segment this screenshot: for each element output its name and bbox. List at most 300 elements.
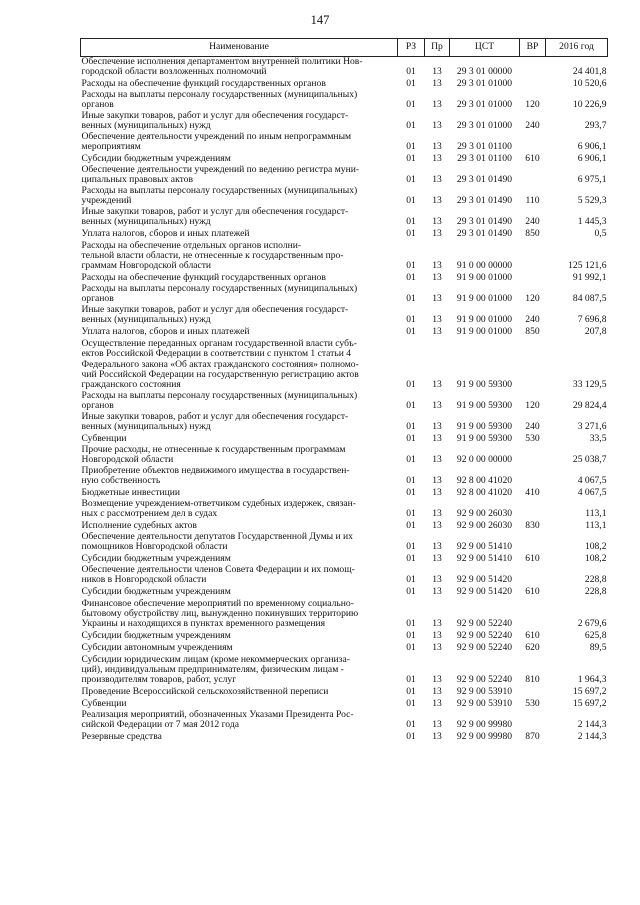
row-pr: 13 xyxy=(432,314,442,326)
budget-table xyxy=(80,38,608,743)
table-row xyxy=(81,132,608,153)
row-sum: 25 038,7 xyxy=(572,454,607,466)
row-vr: 530 xyxy=(525,698,540,710)
row-sum: 4 067,5 xyxy=(577,475,607,487)
row-vr xyxy=(520,78,546,90)
row-vr xyxy=(520,445,546,466)
row-pr: 13 xyxy=(432,153,442,165)
row-name-line: Резервные средства xyxy=(81,731,162,743)
row-cst: 91 9 00 01000 xyxy=(456,314,513,326)
row-rz: 01 xyxy=(406,475,416,487)
row-vr: 610 xyxy=(525,630,540,642)
row-name xyxy=(81,445,398,466)
row-sum: 108,2 xyxy=(584,541,607,553)
table-row xyxy=(81,553,608,565)
row-sum: 293,7 xyxy=(584,120,607,132)
row-cst: 92 9 00 51420 xyxy=(456,586,513,598)
row-name-line: Обеспечение деятельности членов Совета Федерации и их помощ- xyxy=(81,564,355,575)
row-rz: 01 xyxy=(406,153,416,165)
row-sum: 6 906,1 xyxy=(577,141,607,153)
row-name-line: мероприятиям xyxy=(81,141,141,153)
row-vr xyxy=(520,499,546,520)
table-row xyxy=(81,284,608,305)
row-vr: 240 xyxy=(525,314,540,326)
row-vr: 850 xyxy=(525,326,540,338)
row-vr: 830 xyxy=(525,520,540,532)
row-cst: 29 3 01 01490 xyxy=(456,228,513,240)
row-name-line: Осуществление переданных органам государственной власти субъ- xyxy=(81,338,357,350)
table-row xyxy=(81,207,608,228)
row-name xyxy=(81,165,398,186)
row-name xyxy=(81,57,398,78)
row-rz: 01 xyxy=(406,326,416,338)
row-sum: 113,1 xyxy=(585,508,607,520)
row-name xyxy=(81,132,398,153)
row-pr: 13 xyxy=(432,630,442,642)
row-vr: 110 xyxy=(525,195,540,207)
row-vr xyxy=(520,57,546,78)
row-name-line: Уплата налогов, сборов и иных платежей xyxy=(81,326,250,338)
row-cst: 92 0 00 00000 xyxy=(456,454,513,466)
row-name xyxy=(81,642,398,654)
header-pr: Пр xyxy=(425,39,450,57)
row-rz: 01 xyxy=(406,120,416,132)
row-name-line: городской области возложенных полномочий xyxy=(81,66,267,78)
row-vr xyxy=(520,165,546,186)
row-name-line: ций), индивидуальным предпринимателям, физическим лицам - xyxy=(81,664,344,675)
header-row xyxy=(81,39,608,57)
table-row xyxy=(81,326,608,338)
row-name-line: Иные закупки товаров, работ и услуг для обеспечения государст- xyxy=(81,304,349,315)
row-name-line: венных (муниципальных) нужд xyxy=(81,421,211,433)
table-row xyxy=(81,412,608,433)
row-sum: 2 144,3 xyxy=(577,731,607,743)
row-pr: 13 xyxy=(432,520,442,532)
row-sum: 1 445,3 xyxy=(577,216,607,228)
row-pr: 13 xyxy=(432,642,442,654)
table-row xyxy=(81,305,608,326)
row-rz: 01 xyxy=(406,421,416,433)
row-sum: 89,5 xyxy=(589,642,607,654)
page-number: 147 xyxy=(310,13,330,27)
row-name xyxy=(81,78,398,90)
table-row xyxy=(81,445,608,466)
row-name-line: Уплата налогов, сборов и иных платежей xyxy=(81,228,250,240)
row-rz: 01 xyxy=(406,260,416,272)
row-name-line: Расходы на выплаты персоналу государственных (муниципальных) xyxy=(81,283,358,294)
row-cst: 92 9 00 26030 xyxy=(456,520,513,532)
row-pr: 13 xyxy=(432,731,442,743)
row-pr: 13 xyxy=(432,66,442,78)
row-name-line: Возмещение учреждением-ответчиком судебных издержек, связан- xyxy=(81,498,356,509)
row-vr: 530 xyxy=(525,433,540,445)
row-sum: 6 906,1 xyxy=(577,153,607,165)
row-name-line: сийской Федерации от 7 мая 2012 года xyxy=(81,719,239,731)
row-sum: 625,8 xyxy=(584,630,607,642)
row-vr: 870 xyxy=(525,731,540,743)
row-pr: 13 xyxy=(432,433,442,445)
header-vr: ВР xyxy=(520,39,546,57)
table-row xyxy=(81,642,608,654)
row-name-line: Расходы на выплаты персоналу государственных (муниципальных) xyxy=(81,89,358,100)
row-name xyxy=(81,598,398,630)
row-name-line: Исполнение судебных актов xyxy=(81,520,197,532)
row-name-line: Финансовое обеспечение мероприятий по временному социально- xyxy=(81,597,354,609)
row-pr: 13 xyxy=(432,216,442,228)
row-pr: 13 xyxy=(432,379,442,391)
row-cst: 92 9 00 52240 xyxy=(456,618,513,630)
table-row xyxy=(81,499,608,520)
row-name-line: органов xyxy=(81,99,114,111)
header-cst: ЦСТ xyxy=(450,39,520,57)
table-row xyxy=(81,338,608,391)
row-rz: 01 xyxy=(406,195,416,207)
row-cst: 92 9 00 99980 xyxy=(456,731,513,743)
row-cst: 92 8 00 41020 xyxy=(456,475,513,487)
row-vr: 120 xyxy=(525,293,540,305)
row-vr xyxy=(520,272,546,284)
row-sum: 10 226,9 xyxy=(572,99,607,111)
row-name-line: Проведение Всероссийской сельскохозяйственной переписи xyxy=(81,686,329,698)
row-rz: 01 xyxy=(406,686,416,698)
table-row xyxy=(81,57,608,78)
row-pr: 13 xyxy=(432,421,442,433)
row-pr: 13 xyxy=(432,174,442,186)
row-name-line: органов xyxy=(81,400,114,412)
row-cst: 92 9 00 51410 xyxy=(456,553,513,565)
row-sum: 4 067,5 xyxy=(577,487,607,499)
table-row xyxy=(81,111,608,132)
header-name: Наименование xyxy=(81,39,398,57)
table-row xyxy=(81,520,608,532)
row-vr xyxy=(520,240,546,272)
row-cst: 92 8 00 41020 xyxy=(456,487,513,499)
table-row xyxy=(81,586,608,598)
row-name-line: Субвенции xyxy=(81,698,127,710)
row-name-line: ных с рассмотрением дел в судах xyxy=(81,508,218,520)
row-cst: 91 9 00 59300 xyxy=(456,379,513,391)
row-name-line: Федерального закона «Об актах гражданского состояния» полномо- xyxy=(81,358,359,370)
row-name-line: бытовому обустройству лиц, вынужденно покинувших территорию xyxy=(81,608,359,619)
table-row xyxy=(81,391,608,412)
row-name xyxy=(81,654,398,686)
table-row xyxy=(81,228,608,240)
row-sum: 24 401,8 xyxy=(572,66,607,78)
row-vr xyxy=(520,466,546,487)
row-sum: 7 696,8 xyxy=(577,314,607,326)
row-name-line: чий Российской Федерации на государственную регистрацию актов xyxy=(81,369,359,380)
row-sum: 84 087,5 xyxy=(572,293,607,305)
row-rz: 01 xyxy=(406,719,416,731)
row-vr: 240 xyxy=(525,216,540,228)
row-cst: 91 9 00 59300 xyxy=(456,433,513,445)
row-pr: 13 xyxy=(432,487,442,499)
row-rz: 01 xyxy=(406,272,416,284)
row-rz: 01 xyxy=(406,400,416,412)
row-cst: 92 9 00 99980 xyxy=(456,719,513,731)
row-pr: 13 xyxy=(432,475,442,487)
row-rz: 01 xyxy=(406,454,416,466)
row-sum: 228,8 xyxy=(584,586,607,598)
table-row xyxy=(81,165,608,186)
row-cst: 29 3 01 01490 xyxy=(456,216,513,228)
row-name-line: венных (муниципальных) нужд xyxy=(81,216,211,228)
row-rz: 01 xyxy=(406,433,416,445)
row-name xyxy=(81,272,398,284)
row-rz: 01 xyxy=(406,293,416,305)
row-name-line: Иные закупки товаров, работ и услуг для обеспечения государст- xyxy=(81,206,349,217)
row-sum: 91 992,1 xyxy=(572,272,607,284)
row-name xyxy=(81,305,398,326)
table-row xyxy=(81,272,608,284)
row-rz: 01 xyxy=(406,630,416,642)
row-rz: 01 xyxy=(406,66,416,78)
row-vr: 410 xyxy=(525,487,540,499)
row-sum: 10 520,6 xyxy=(572,78,607,90)
row-cst: 91 9 00 01000 xyxy=(456,272,513,284)
row-cst: 29 3 01 01100 xyxy=(457,153,512,165)
row-vr xyxy=(520,532,546,553)
row-sum: 15 697,2 xyxy=(572,698,607,710)
row-name xyxy=(81,698,398,710)
row-pr: 13 xyxy=(432,686,442,698)
row-name-line: Обеспечение деятельности учреждений по иным непрограммным xyxy=(81,131,352,142)
row-name-line: помощников Новгородской области xyxy=(81,541,228,553)
row-sum: 29 824,4 xyxy=(572,400,607,412)
table-row xyxy=(81,433,608,445)
table-row xyxy=(81,598,608,630)
row-vr: 120 xyxy=(525,400,540,412)
row-name xyxy=(81,186,398,207)
row-sum: 113,1 xyxy=(585,520,607,532)
row-rz: 01 xyxy=(406,508,416,520)
row-pr: 13 xyxy=(432,674,442,686)
row-name-line: органов xyxy=(81,293,114,305)
row-pr: 13 xyxy=(432,541,442,553)
row-cst: 29 3 01 01490 xyxy=(456,174,513,186)
row-rz: 01 xyxy=(406,379,416,391)
row-name-line: Бюджетные инвестиции xyxy=(81,487,180,499)
table-row xyxy=(81,710,608,731)
row-name-line: ников в Новгородской области xyxy=(81,574,207,586)
table-row xyxy=(81,186,608,207)
row-sum: 33,5 xyxy=(589,433,607,445)
row-name-line: Субвенции xyxy=(81,433,127,445)
row-rz: 01 xyxy=(406,228,416,240)
row-pr: 13 xyxy=(432,719,442,731)
row-vr: 850 xyxy=(525,228,540,240)
row-rz: 01 xyxy=(406,698,416,710)
row-name-line: Расходы на выплаты персоналу государственных (муниципальных) xyxy=(81,185,358,196)
table-row xyxy=(81,654,608,686)
table-row xyxy=(81,90,608,111)
row-name xyxy=(81,487,398,499)
row-cst: 29 3 01 01100 xyxy=(457,141,512,153)
row-rz: 01 xyxy=(406,574,416,586)
row-name-line: Субсидии бюджетным учреждениям xyxy=(81,553,231,565)
row-rz: 01 xyxy=(406,314,416,326)
row-vr xyxy=(520,710,546,731)
row-name-line: гражданского состояния xyxy=(81,379,181,391)
row-sum: 207,8 xyxy=(584,326,607,338)
row-sum: 6 975,1 xyxy=(577,174,607,186)
row-sum: 228,8 xyxy=(584,574,607,586)
row-pr: 13 xyxy=(432,99,442,111)
row-name xyxy=(81,391,398,412)
row-pr: 13 xyxy=(432,400,442,412)
row-name xyxy=(81,111,398,132)
row-pr: 13 xyxy=(432,78,442,90)
row-name xyxy=(81,565,398,586)
row-vr: 610 xyxy=(525,153,540,165)
row-rz: 01 xyxy=(406,487,416,499)
row-name xyxy=(81,499,398,520)
row-cst: 29 3 01 00000 xyxy=(456,66,513,78)
row-cst: 92 9 00 51420 xyxy=(456,574,513,586)
row-vr xyxy=(520,598,546,630)
row-cst: 29 3 01 01000 xyxy=(456,99,513,111)
row-name-line: Обеспечение деятельности учреждений по ведению регистра муни- xyxy=(81,164,360,175)
row-pr: 13 xyxy=(432,228,442,240)
row-cst: 92 9 00 52240 xyxy=(456,642,513,654)
row-name xyxy=(81,207,398,228)
row-sum: 2 679,6 xyxy=(577,618,607,630)
table-row xyxy=(81,630,608,642)
row-vr: 610 xyxy=(525,553,540,565)
row-vr xyxy=(520,132,546,153)
table-row xyxy=(81,686,608,698)
table-row xyxy=(81,731,608,743)
row-cst: 91 9 00 59300 xyxy=(456,421,513,433)
row-name-line: Иные закупки товаров, работ и услуг для обеспечения государст- xyxy=(81,411,349,422)
row-name xyxy=(81,412,398,433)
table-row xyxy=(81,487,608,499)
row-name-line: Обеспечение деятельности депутатов Государственной Думы и их xyxy=(81,531,353,542)
row-name-line: венных (муниципальных) нужд xyxy=(81,120,211,132)
row-sum: 108,2 xyxy=(584,553,607,565)
row-rz: 01 xyxy=(406,541,416,553)
row-pr: 13 xyxy=(432,454,442,466)
row-name-line: Новгородской области xyxy=(81,454,174,466)
row-name-line: граммам Новгородской области xyxy=(81,260,212,272)
row-sum: 5 529,3 xyxy=(577,195,607,207)
row-pr: 13 xyxy=(432,195,442,207)
row-rz: 01 xyxy=(406,731,416,743)
row-cst: 91 9 00 59300 xyxy=(456,400,513,412)
row-name-line: производителям товаров, работ, услуг xyxy=(81,674,237,686)
row-rz: 01 xyxy=(406,78,416,90)
row-pr: 13 xyxy=(432,120,442,132)
table-row xyxy=(81,466,608,487)
row-cst: 29 3 01 01000 xyxy=(456,78,513,90)
row-sum: 2 144,3 xyxy=(577,719,607,731)
row-cst: 92 9 00 53910 xyxy=(456,686,513,698)
row-name-line: Украины и находящихся в пунктах временного размещения xyxy=(81,618,326,630)
row-name xyxy=(81,586,398,598)
row-name xyxy=(81,731,398,743)
row-pr: 13 xyxy=(432,326,442,338)
row-name-line: Расходы на обеспечение функций государственных органов xyxy=(81,272,326,284)
row-name-line: Расходы на обеспечение отдельных органов исполни- xyxy=(81,239,302,251)
row-name xyxy=(81,553,398,565)
row-pr: 13 xyxy=(432,586,442,598)
row-vr: 810 xyxy=(525,674,540,686)
row-rz: 01 xyxy=(406,642,416,654)
row-name-line: Субсидии юридическим лицам (кроме некоммерческих организа- xyxy=(81,653,350,665)
row-name xyxy=(81,466,398,487)
row-pr: 13 xyxy=(432,141,442,153)
row-vr: 240 xyxy=(525,421,540,433)
row-pr: 13 xyxy=(432,574,442,586)
row-name xyxy=(81,686,398,698)
row-cst: 29 3 01 01000 xyxy=(456,120,513,132)
row-sum: 33 129,5 xyxy=(572,379,607,391)
row-name-line: ную собственность xyxy=(81,475,161,487)
row-name xyxy=(81,228,398,240)
row-rz: 01 xyxy=(406,99,416,111)
row-pr: 13 xyxy=(432,293,442,305)
row-cst: 92 9 00 52240 xyxy=(456,630,513,642)
row-name-line: ципальных правовых актов xyxy=(81,174,193,186)
table-row xyxy=(81,532,608,553)
header-year: 2016 год xyxy=(546,39,608,57)
row-name-line: венных (муниципальных) нужд xyxy=(81,314,211,326)
row-vr xyxy=(520,565,546,586)
row-pr: 13 xyxy=(432,508,442,520)
row-name-line: Субсидии бюджетным учреждениям xyxy=(81,153,231,165)
row-pr: 13 xyxy=(432,260,442,272)
table-row xyxy=(81,153,608,165)
row-name-line: тельной власти области, не отнесенные к государственным про- xyxy=(81,250,344,261)
row-rz: 01 xyxy=(406,674,416,686)
row-cst: 92 9 00 53910 xyxy=(456,698,513,710)
row-rz: 01 xyxy=(406,618,416,630)
row-pr: 13 xyxy=(432,553,442,565)
row-cst: 92 9 00 26030 xyxy=(456,508,513,520)
table-row xyxy=(81,78,608,90)
row-rz: 01 xyxy=(406,553,416,565)
table-row xyxy=(81,698,608,710)
row-sum: 125 121,6 xyxy=(568,260,607,272)
table-row xyxy=(81,565,608,586)
row-pr: 13 xyxy=(432,618,442,630)
row-name xyxy=(81,326,398,338)
row-name-line: Обеспечение исполнения департаментом внутренней политики Нов- xyxy=(81,56,363,67)
row-name-line: Субсидии бюджетным учреждениям xyxy=(81,586,231,598)
table-body xyxy=(81,57,608,743)
row-name xyxy=(81,532,398,553)
row-name xyxy=(81,710,398,731)
row-cst: 91 9 00 01000 xyxy=(456,326,513,338)
row-sum: 3 271,6 xyxy=(577,421,607,433)
row-vr xyxy=(520,338,546,391)
row-vr xyxy=(520,686,546,698)
row-name-line: Иные закупки товаров, работ и услуг для обеспечения государст- xyxy=(81,110,349,121)
row-rz: 01 xyxy=(406,216,416,228)
row-vr: 610 xyxy=(525,586,540,598)
row-name-line: Приобретение объектов недвижимого имущества в государствен- xyxy=(81,465,350,476)
row-vr: 120 xyxy=(525,99,540,111)
row-vr: 620 xyxy=(525,642,540,654)
row-name-line: ектов Российской Федерации в соответствии с пунктом 1 статьи 4 xyxy=(81,348,352,360)
row-name-line: Прочие расходы, не отнесенные к государственным программам xyxy=(81,444,346,455)
row-name xyxy=(81,90,398,111)
row-cst: 91 0 00 00000 xyxy=(456,260,513,272)
table-row xyxy=(81,240,608,272)
row-name-line: Реализация мероприятий, обозначенных Указами Президента Рос- xyxy=(81,709,354,720)
row-vr: 240 xyxy=(525,120,540,132)
row-rz: 01 xyxy=(406,586,416,598)
